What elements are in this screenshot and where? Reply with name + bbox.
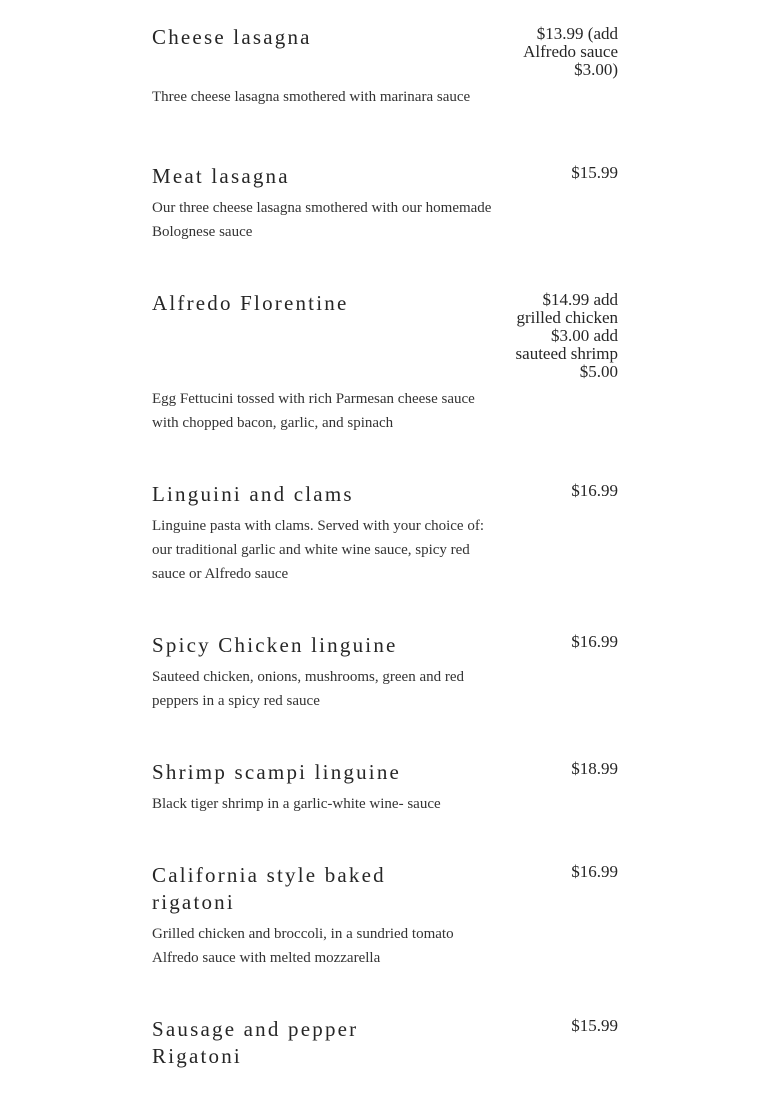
menu-item-price: $18.99 [571,759,618,778]
menu-item-price: $14.99 add grilled chicken $3.00 add sauteed shrimp $5.00 [515,290,618,381]
menu-item-price: $13.99 (add Alfredo sauce $3.00) [523,24,618,79]
menu-item-name: Meat lasagna [152,164,290,188]
menu-item-name: Alfredo Florentine [152,291,349,315]
menu-item-description: Egg Fettucini tossed with rich Parmesan cheese sauce with chopped bacon, garlic, and spinach [152,391,475,431]
menu-item-name: Linguini and clams [152,482,354,506]
menu-item-description: Sauteed chicken, onions, mushrooms, green and red peppers in a spicy red sauce [152,669,465,709]
menu-item [152,1016,618,1070]
menu-item [152,481,618,586]
menu-item [152,632,618,713]
menu-item-name: California style baked rigatoni [152,863,386,914]
menu-item-name: Shrimp scampi linguine [152,760,402,784]
menu-list [152,24,618,1070]
menu-item [152,759,618,816]
menu-item-description: Three cheese lasagna smothered with marinara sauce [152,89,471,105]
menu-item-description: Linguine pasta with clams. Served with your choice of: our traditional garlic and white wine sauce, spicy red sauce or Alfredo sauce [152,518,484,582]
menu-item-description: Our three cheese lasagna smothered with our homemade Bolognese sauce [152,200,492,240]
menu-item-price: $15.99 [571,1016,618,1035]
menu-item-description: Black tiger shrimp in a garlic-white wine- sauce [152,796,441,812]
menu-item [152,862,618,970]
menu-item-price: $16.99 [571,632,618,651]
menu-item-price: $16.99 [571,862,618,881]
menu-item [152,290,618,435]
menu-item [152,163,618,244]
menu-item-name: Sausage and pepper Rigatoni [152,1017,359,1068]
menu-item-description: Grilled chicken and broccoli, in a sundried tomato Alfredo sauce with melted mozzarella [152,926,454,966]
menu-item-name: Spicy Chicken linguine [152,633,398,657]
menu-item-price: $16.99 [571,481,618,500]
menu-item-name: Cheese lasagna [152,25,312,49]
menu-item [152,24,618,109]
menu-item-price: $15.99 [571,163,618,182]
